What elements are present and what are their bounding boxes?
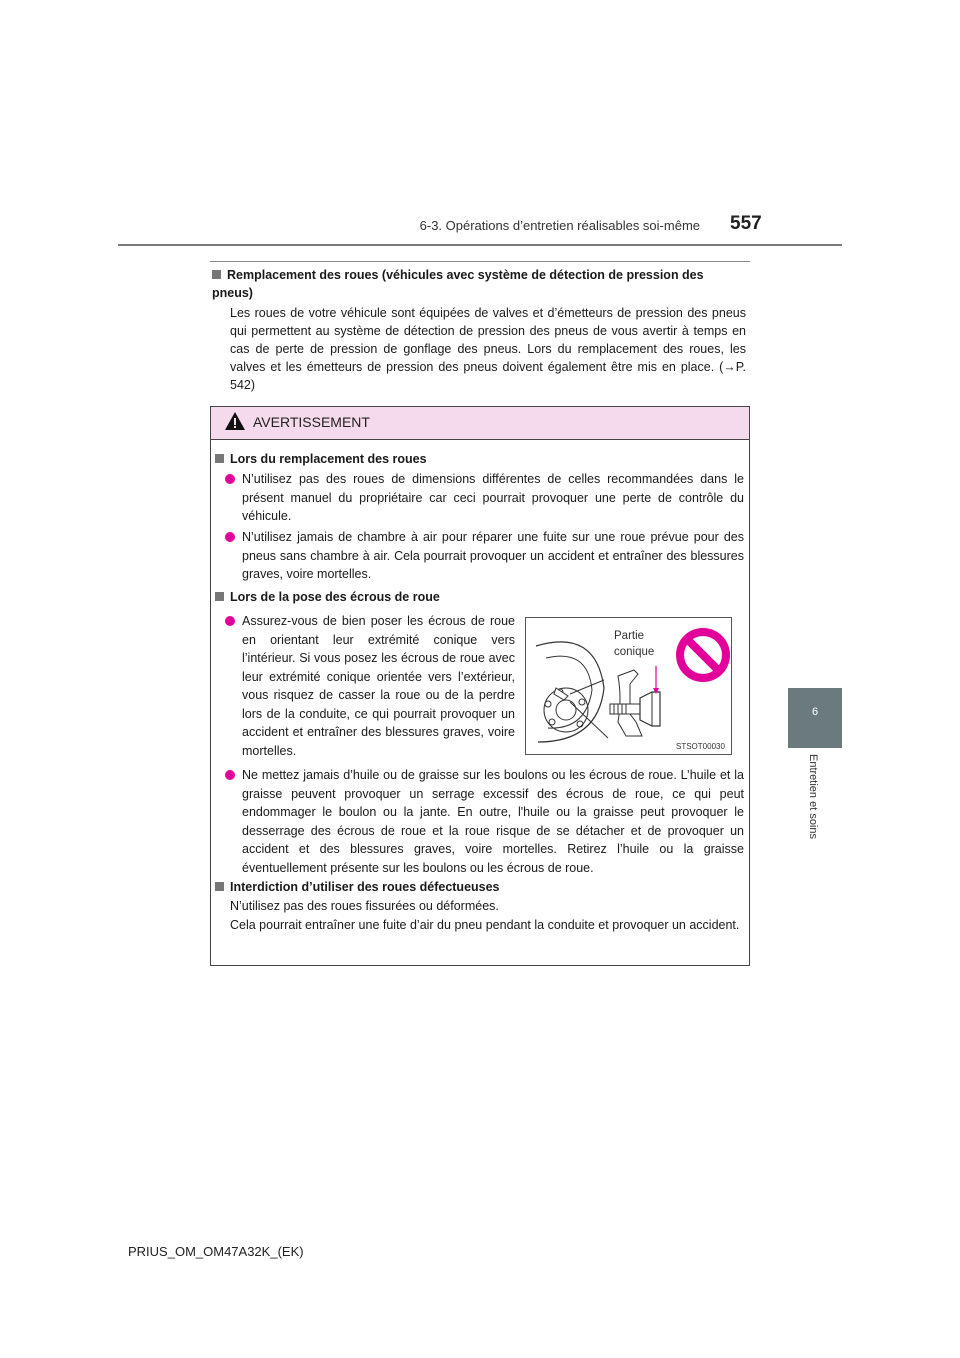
pink-bullet-icon (225, 474, 235, 484)
square-bullet-icon (215, 454, 224, 463)
pink-bullet-icon (225, 770, 235, 780)
figure-label (614, 628, 654, 660)
section-title (212, 266, 748, 302)
square-bullet-icon (212, 270, 221, 279)
page-number: 557 (730, 213, 762, 234)
chapter-number: 6 (811, 706, 819, 718)
document-code: PRIUS_OM_OM47A32K_(EK) (128, 1244, 304, 1259)
chapter-title: Entretien et soins (807, 754, 819, 839)
section-body: Les roues de votre véhicule sont équipées de valves et d’émetteurs de pression des pneus qui permettent au système de détection de pression des pneus de vous avertir à temps en cas de perte de pression de gonflage des pneus. Lors du remplacement des roues, les valves et les émetteurs de pression des pneus doivent également être mis en place. (→P. 542) (230, 306, 746, 392)
figure-label-line-2: conique (614, 646, 655, 658)
warning-item-5-line-1: N’utilisez pas des roues fissurées ou déformées. (230, 899, 499, 913)
warning-subtitle-3-text: Interdiction d’utiliser des roues défectueuses (230, 880, 500, 894)
warning-item-2-text: N’utilisez jamais de chambre à air pour réparer une fuite sur une roue prévue pour des pneus sans chambre à air. Cela pourrait provoquer un accident et entraîner des blessures graves, voire mortelles. (242, 530, 744, 581)
square-bullet-icon (215, 882, 224, 891)
warning-item-1-text: N’utilisez pas des roues de dimensions différentes de celles recommandées dans le présent manuel du propriétaire car ceci pourrait provoquer une perte de contrôle du véhicule. (242, 472, 744, 523)
warning-subtitle-1 (215, 450, 745, 469)
warning-item-4-text: Ne mettez jamais d’huile ou de graisse sur les boulons ou les écrous de roue. L’huile et la graisse peuvent provoquer un serrage excessif des écrous de roue, ce qui peut endommager le boulon ou la jante. En outre, l'huile ou la graisse peut provoquer le desserrage des écrous de roue et la roue risque de se détacher et de provoquer un accident et des blessures graves, voire mortelles. Retirez l’huile ou la graisse éventuellement présente sur les boulons ou les écrous de roue. (242, 768, 744, 875)
section-header: 6-3. Opérations d’entretien réalisables soi-même (419, 218, 700, 233)
warning-item-1 (242, 470, 744, 526)
warning-subtitle-1-text: Lors du remplacement des roues (230, 452, 427, 466)
warning-subtitle-2-text: Lors de la pose des écrous de roue (230, 590, 440, 604)
warning-triangle-icon (224, 411, 246, 431)
section-rule (210, 261, 750, 262)
warning-item-5 (230, 897, 744, 934)
warning-heading: AVERTISSEMENT (253, 414, 370, 430)
header-rule (118, 244, 842, 246)
warning-item-2 (242, 528, 744, 584)
chapter-title-tab (788, 748, 842, 910)
warning-item-3 (242, 612, 515, 760)
chapter-tab (788, 688, 842, 748)
warning-subtitle-2 (215, 588, 745, 607)
pink-bullet-icon (225, 532, 235, 542)
figure-code: STSOT00030 (676, 742, 725, 751)
section-title-text: Remplacement des roues (véhicules avec système de détection de pression des pneus) (212, 268, 704, 300)
warning-item-5-line-2: Cela pourrait entraîner une fuite d’air du pneu pendant la conduite et provoquer un accident. (230, 917, 740, 932)
square-bullet-icon (215, 592, 224, 601)
warning-item-4 (242, 766, 744, 877)
warning-item-3-text: Assurez-vous de bien poser les écrous de roue en orientant leur extrémité conique vers l’intérieur. Si vous posez les écrous de roue avec leur extrémité conique orientée vers l’extérieur, vous risquez de casser la roue ou de la perdre lors de la conduite, ce qui pourrait provoquer un accident et entraîner des blessures graves, voire mortelles. (242, 614, 515, 758)
pink-bullet-icon (225, 616, 235, 626)
warning-subtitle-3 (215, 878, 745, 897)
figure-label-line-1: Partie (614, 630, 645, 642)
